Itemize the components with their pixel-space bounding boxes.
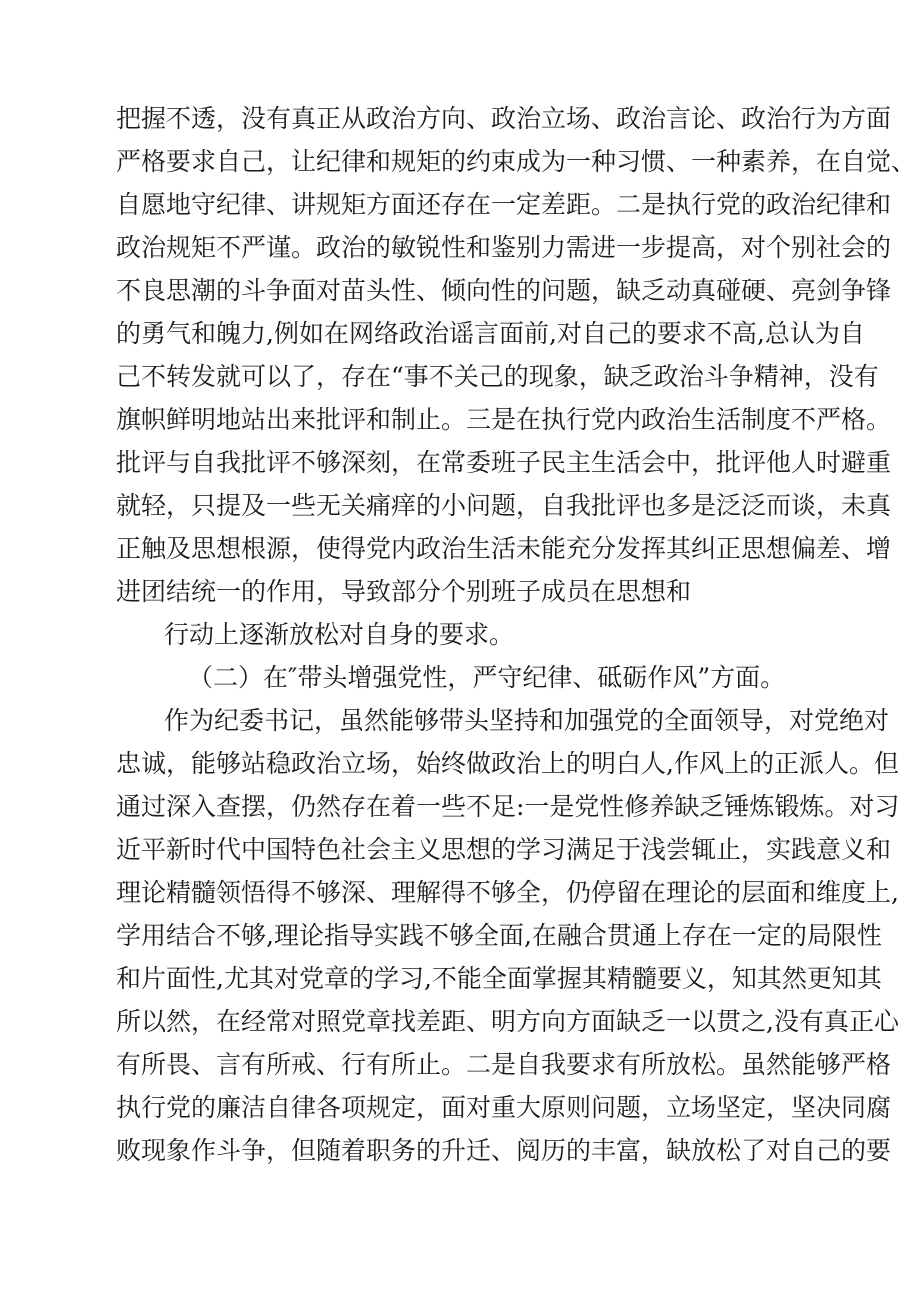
- paragraph-line: 忠诚，能够站稳政治立场，始终做政治上的明白人,作风上的正派人。但: [116, 749, 899, 778]
- paragraph-line: 进团结统一的作用，导致部分个别班子成员在思想和: [116, 577, 692, 606]
- paragraph-line: 己不转发就可以了，存在“事不关己的现象，缺乏政治斗争精神，没有: [116, 362, 879, 391]
- paragraph-line: 执行党的廉洁自律各项规定，面对重大原则问题，立场坚定，坚决同腐: [116, 1093, 892, 1122]
- section-heading: （二）在″带头增强党性，严守纪律、砥砺作风”方面。: [188, 663, 786, 692]
- paragraph-line: 的勇气和魄力,例如在网络政治谣言面前,对自己的要求不高,总认为自: [116, 319, 865, 348]
- paragraph-line: 不良思潮的斗争面对苗头性、倾向性的问题，缺乏动真碰硬、亮剑争锋: [116, 276, 892, 305]
- paragraph-line: 政治规矩不严谨。政治的敏锐性和鉴别力需进一步提高，对个别社会的: [116, 233, 892, 262]
- paragraph-line: 旗帜鲜明地站出来批评和制止。三是在执行党内政治生活制度不严格。: [116, 405, 892, 434]
- paragraph-line: 就轻，只提及一些无关痛痒的小问题，自我批评也多是泛泛而谈，未真: [116, 491, 892, 520]
- paragraph-line: 通过深入查摆，仍然存在着一些不足:一是党性修养缺乏锤炼锻炼。对习: [116, 792, 900, 821]
- paragraph-line: 行动上逐渐放松对自身的要求。: [164, 620, 515, 649]
- paragraph-line: 所以然，在经常对照党章找差距、明方向方面缺乏一以贯之,没有真正心: [116, 1007, 899, 1036]
- paragraph-line: 作为纪委书记，虽然能够带头坚持和加强党的全面领导，对党绝对: [164, 706, 890, 735]
- paragraph-line: 有所畏、言有所戒、行有所止。二是自我要求有所放松。虽然能够严格: [116, 1050, 892, 1079]
- paragraph-line: 批评与自我批评不够深刻，在常委班子民主生活会中，批评他人时避重: [116, 448, 892, 477]
- paragraph-line: 严格要求自己，让纪律和规矩的约束成为一种习惯、一种素养，在自觉、: [116, 147, 917, 176]
- paragraph-line: 自愿地守纪律、讲规矩方面还存在一定差距。二是执行党的政治纪律和: [116, 190, 892, 219]
- paragraph-line: 正触及思想根源，使得党内政治生活未能充分发挥其纠正思想偏差、增: [116, 534, 892, 563]
- paragraph-line: 近平新时代中国特色社会主义思想的学习满足于浅尝辄止，实践意义和: [116, 835, 892, 864]
- paragraph-line: 把握不透，没有真正从政治方向、政治立场、政治言论、政治行为方面: [116, 104, 892, 133]
- paragraph-line: 学用结合不够,理论指导实践不够全面,在融合贯通上存在一定的局限性: [116, 921, 882, 950]
- paragraph-line: 败现象作斗争，但随着职务的升迁、阅历的丰富，缺放松了对自己的要: [116, 1136, 892, 1165]
- paragraph-line: 理论精髓领悟得不够深、理解得不够全，仍停留在理论的层面和维度上,: [116, 878, 899, 907]
- paragraph-line: 和片面性,尤其对党章的学习,不能全面掌握其精髓要义，知其然更知其: [116, 964, 882, 993]
